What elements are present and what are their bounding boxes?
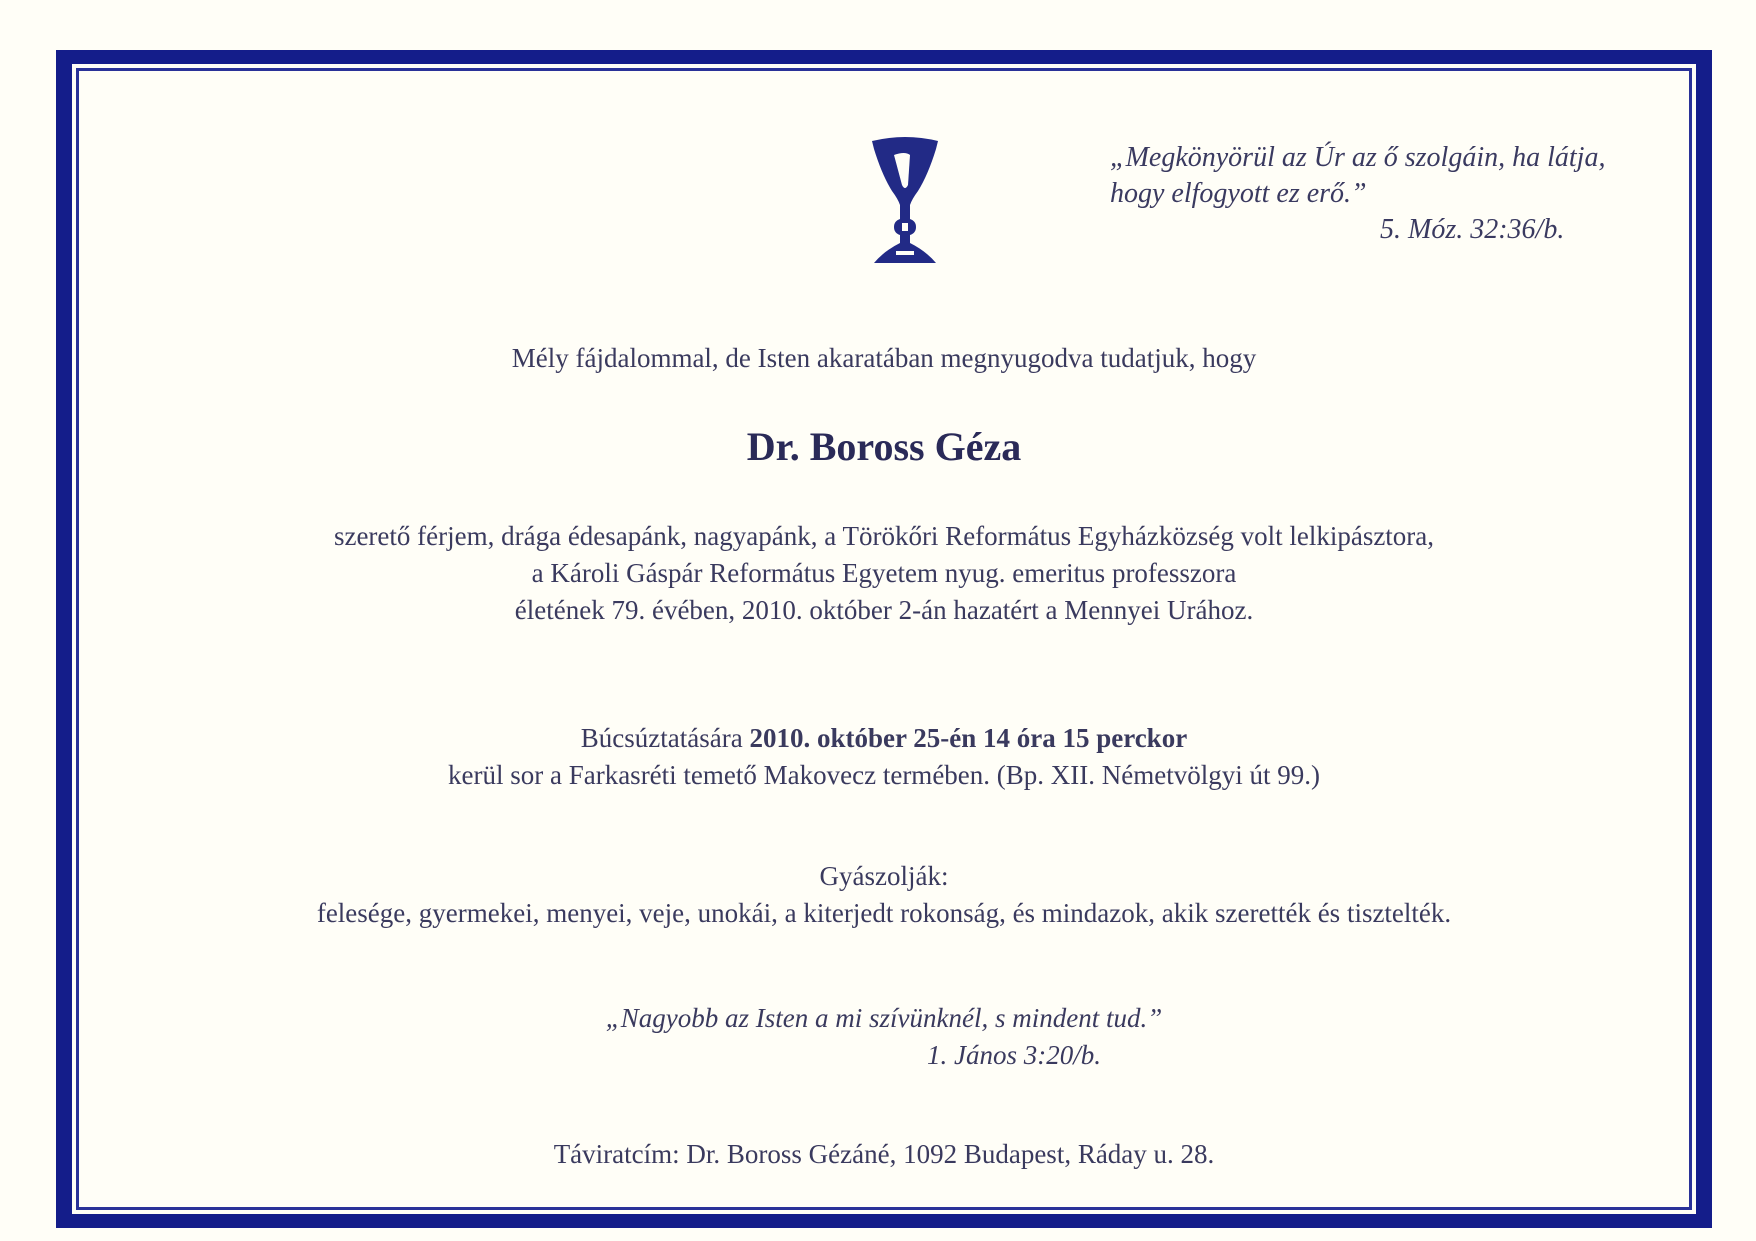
description-line-3: életének 79. évében, 2010. október 2-án hazatért a Mennyei Urához.	[514, 595, 1254, 625]
motto-line-1: „Megkönyörül az Úr az ő szolgáin, ha látja,	[1110, 142, 1606, 173]
mourners-heading: Gyászolják:	[819, 861, 949, 891]
description-block	[79, 518, 1689, 629]
bible-verse-motto	[1110, 140, 1670, 248]
closing-verse-text: „Nagyobb az Isten a mi szívünknél, s mindent tud.”	[605, 1003, 1163, 1033]
telegram-address: Táviratcím: Dr. Boross Gézáné, 1092 Budapest, Ráday u. 28.	[553, 1139, 1215, 1169]
closing-verse-reference: 1. János 3:20/b.	[927, 1040, 1101, 1070]
farewell-block	[79, 720, 1689, 794]
mourners-list: felesége, gyermekei, menyei, veje, unokái, a kiterjedt rokonság, és mindazok, akik szerették és tisztelték.	[316, 898, 1452, 928]
description-line-1: szerető férjem, drága édesapánk, nagyapánk, a Törökőri Református Egyházközség volt lelkipásztora,	[333, 521, 1435, 551]
motto-reference: 5. Móz. 32:36/b.	[1380, 214, 1565, 245]
communion-chalice-icon	[870, 135, 940, 270]
farewell-datetime: 2010. október 25-én 14 óra 15 perckor	[749, 723, 1188, 753]
mourners-block	[79, 858, 1689, 932]
deceased-name: Dr. Boross Géza	[746, 424, 1022, 469]
motto-line-2: hogy elfogyott ez erő.”	[1110, 178, 1367, 209]
intro-line: Mély fájdalommal, de Isten akaratában megnyugodva tudatjuk, hogy	[511, 343, 1257, 373]
farewell-prefix: Búcsúztatására	[580, 723, 750, 753]
description-line-2: a Károli Gáspár Református Egyetem nyug. emeritus professzora	[531, 558, 1237, 588]
farewell-location: kerül sor a Farkasréti temető Makovecz termében. (Bp. XII. Németvölgyi út 99.)	[448, 760, 1320, 790]
closing-verse	[79, 1000, 1689, 1074]
